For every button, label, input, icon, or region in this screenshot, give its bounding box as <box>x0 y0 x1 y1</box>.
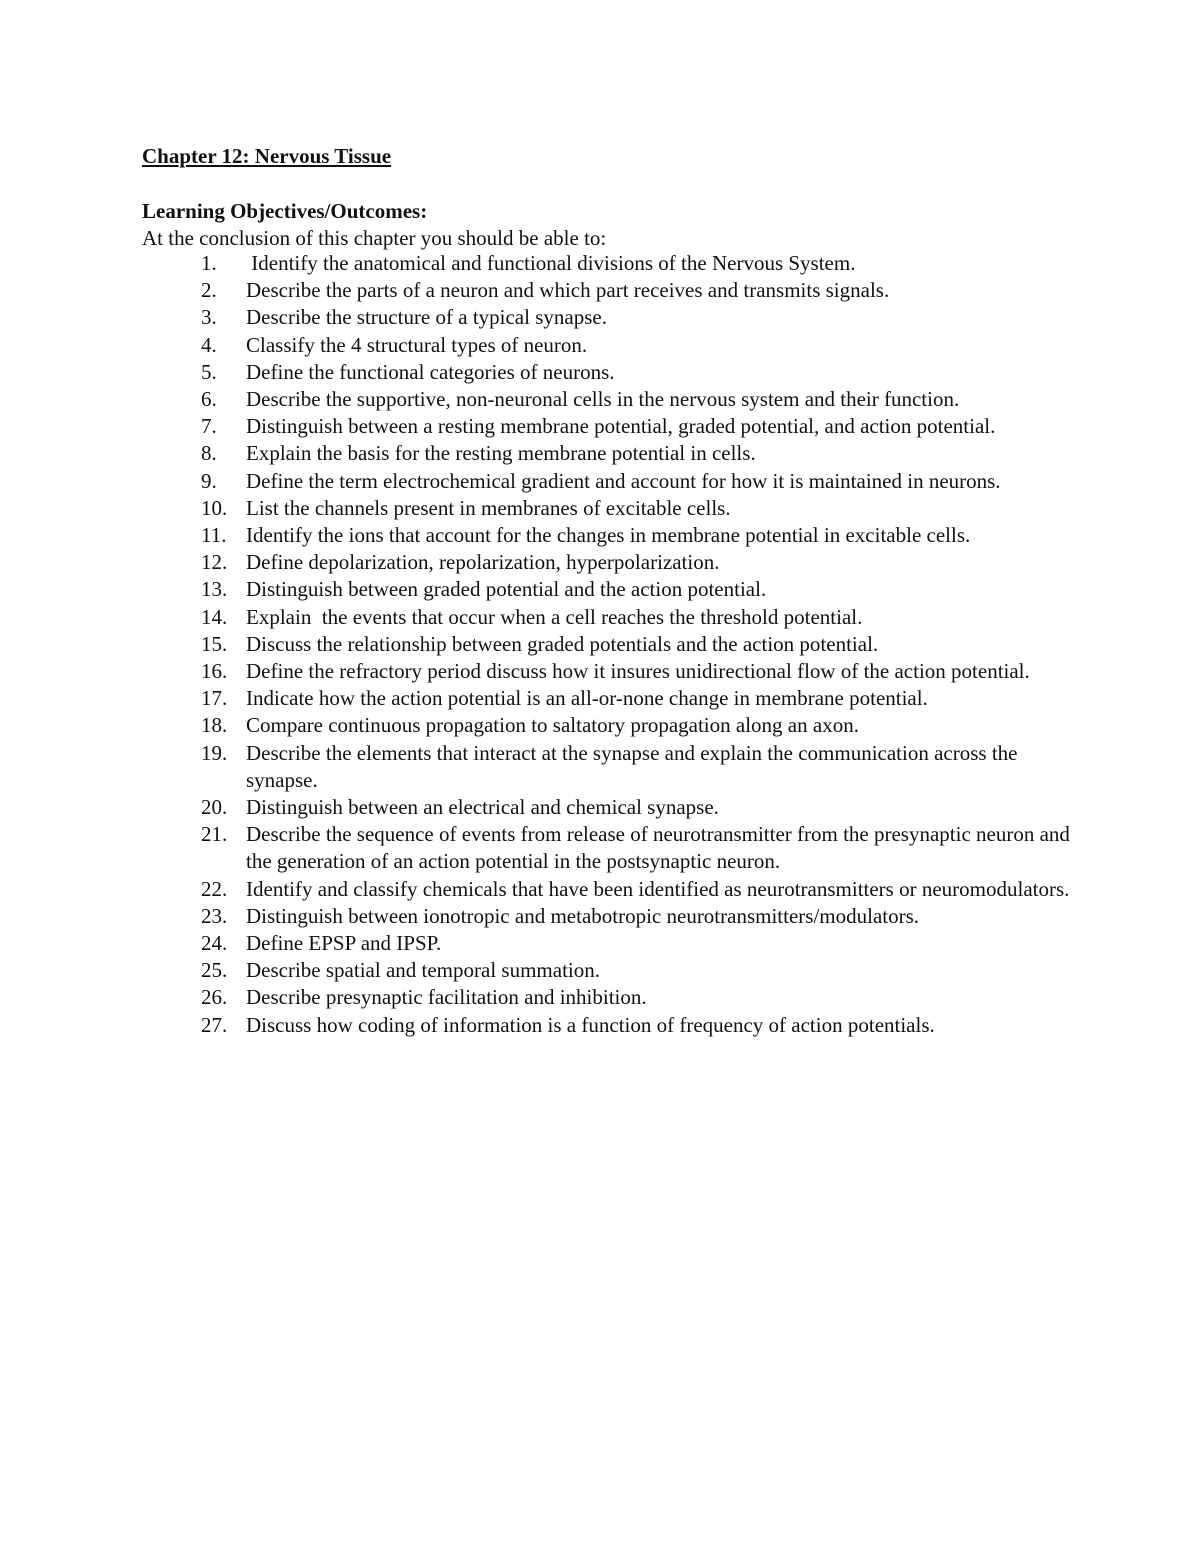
objective-number: 10. <box>201 495 228 520</box>
objective-text: Describe the elements that interact at the synapse and explain the communication across the synapse. <box>246 740 1023 792</box>
objective-text: Describe spatial and temporal summation. <box>246 958 600 983</box>
objective-number: 21. <box>201 822 228 847</box>
objective-item <box>142 1012 1082 1039</box>
objective-text: Describe presynaptic facilitation and inhibition. <box>246 985 647 1010</box>
objective-number-cell <box>142 794 246 821</box>
objective-number-cell <box>142 413 246 440</box>
objective-text: Define EPSP and IPSP. <box>246 931 442 956</box>
objective-item <box>142 413 1082 440</box>
objective-number-cell <box>142 876 246 903</box>
objective-number-cell <box>142 332 246 359</box>
objective-number: 1. <box>201 251 217 275</box>
objective-text: Compare continuous propagation to saltatory propagation along an axon. <box>246 713 859 738</box>
objective-number-cell <box>142 495 246 522</box>
objective-number-cell <box>142 576 246 603</box>
objective-number-cell <box>142 277 246 304</box>
objective-item <box>142 712 1082 739</box>
objective-number-cell <box>142 957 246 984</box>
objective-item <box>142 821 1082 875</box>
objective-number: 26. <box>201 985 228 1010</box>
objective-number: 16. <box>201 659 228 684</box>
objective-number-cell <box>142 903 246 930</box>
objective-text: Explain the events that occur when a cell reaches the threshold potential. <box>246 604 863 629</box>
objective-item <box>142 576 1082 603</box>
objective-text: List the channels present in membranes of excitable cells. <box>246 495 731 520</box>
objective-number-cell <box>142 821 246 848</box>
objective-number: 18. <box>201 713 228 738</box>
objective-text: Define depolarization, repolarization, hyperpolarization. <box>246 550 720 575</box>
objectives-heading: Learning Objectives/Outcomes: <box>142 199 428 223</box>
objective-number: 5. <box>201 359 217 384</box>
objective-text: Identify the anatomical and functional divisions of the Nervous System. <box>246 251 856 275</box>
objective-number: 22. <box>201 876 228 901</box>
objective-number-cell <box>142 359 246 386</box>
objective-item <box>142 468 1082 495</box>
objective-number-cell <box>142 930 246 957</box>
objective-item <box>142 740 1082 794</box>
objective-number: 9. <box>201 468 217 493</box>
objective-text: Identify and classify chemicals that have been identified as neurotransmitters or neuromodulators. <box>246 876 1070 901</box>
objective-number-cell <box>142 712 246 739</box>
objective-number: 2. <box>201 278 217 303</box>
objective-text: Explain the basis for the resting membrane potential in cells. <box>246 441 756 466</box>
objective-number: 6. <box>201 387 217 412</box>
objective-item <box>142 631 1082 658</box>
objective-number-cell <box>142 658 246 685</box>
objective-text: Define the term electrochemical gradient and account for how it is maintained in neurons. <box>246 468 1001 493</box>
objective-item <box>142 794 1082 821</box>
objective-number: 27. <box>201 1012 228 1037</box>
objective-number-cell <box>142 304 246 331</box>
objective-text: Define the functional categories of neurons. <box>246 359 615 384</box>
objective-item <box>142 440 1082 467</box>
chapter-title: Chapter 12: Nervous Tissue <box>142 144 392 168</box>
objective-text: Distinguish between a resting membrane potential, graded potential, and action potential. <box>246 414 996 439</box>
objective-number-cell <box>142 440 246 467</box>
objective-number-cell <box>142 604 246 631</box>
objective-number: 14. <box>201 604 228 629</box>
objective-text: Discuss the relationship between graded potentials and the action potential. <box>246 631 879 656</box>
objective-number-cell <box>142 1012 246 1039</box>
objective-number: 23. <box>201 903 228 928</box>
objective-number: 20. <box>201 795 228 820</box>
objective-item <box>142 277 1082 304</box>
objective-text: Describe the supportive, non-neuronal cells in the nervous system and their function. <box>246 387 960 412</box>
objective-text: Define the refractory period discuss how it insures unidirectional flow of the action potential. <box>246 659 1030 684</box>
objective-item <box>142 930 1082 957</box>
objective-item <box>142 250 1082 277</box>
objective-text: Distinguish between an electrical and chemical synapse. <box>246 795 719 820</box>
objective-item <box>142 685 1082 712</box>
objective-item <box>142 304 1082 331</box>
objective-item <box>142 495 1082 522</box>
objective-text: Describe the structure of a typical synapse. <box>246 305 607 330</box>
objective-text: Describe the parts of a neuron and which part receives and transmits signals. <box>246 278 890 303</box>
objective-item <box>142 332 1082 359</box>
objective-item <box>142 658 1082 685</box>
objective-number-cell <box>142 631 246 658</box>
objective-item <box>142 604 1082 631</box>
objective-text: Distinguish between graded potential and the action potential. <box>246 577 767 602</box>
objective-number: 15. <box>201 631 228 656</box>
objective-item <box>142 386 1082 413</box>
objective-number: 3. <box>201 305 217 330</box>
objective-number: 25. <box>201 958 228 983</box>
objective-number: 13. <box>201 577 228 602</box>
objective-number: 4. <box>201 332 217 357</box>
objective-number-cell <box>142 984 246 1011</box>
objective-number: 8. <box>201 441 217 466</box>
objective-number: 12. <box>201 550 228 575</box>
objective-number-cell <box>142 685 246 712</box>
objective-text: Discuss how coding of information is a function of frequency of action potentials. <box>246 1012 935 1037</box>
objective-number: 19. <box>201 740 228 765</box>
objective-item <box>142 549 1082 576</box>
intro-text: At the conclusion of this chapter you should be able to: <box>142 226 607 250</box>
objective-text: Identify the ions that account for the changes in membrane potential in excitable cells. <box>246 523 971 548</box>
objective-number: 11. <box>201 523 227 548</box>
objective-number-cell <box>142 250 246 277</box>
objective-number-cell <box>142 740 246 767</box>
objective-item <box>142 957 1082 984</box>
objective-number-cell <box>142 468 246 495</box>
objective-item <box>142 522 1082 549</box>
objective-number-cell <box>142 522 246 549</box>
objective-number: 7. <box>201 414 217 439</box>
objective-item <box>142 876 1082 903</box>
objective-number-cell <box>142 386 246 413</box>
objective-text: Classify the 4 structural types of neuron. <box>246 332 588 357</box>
objective-item <box>142 359 1082 386</box>
objective-text: Distinguish between ionotropic and metabotropic neurotransmitters/modulators. <box>246 903 920 928</box>
objective-text: Indicate how the action potential is an all-or-none change in membrane potential. <box>246 686 928 711</box>
objective-number: 17. <box>201 686 228 711</box>
objective-number: 24. <box>201 931 228 956</box>
objective-list <box>142 250 1082 1039</box>
objective-item <box>142 984 1082 1011</box>
objective-item <box>142 903 1082 930</box>
objective-number-cell <box>142 549 246 576</box>
objective-text: Describe the sequence of events from release of neurotransmitter from the presynaptic neuron and the generation of an action potential in the postsynaptic neuron. <box>246 822 1076 874</box>
